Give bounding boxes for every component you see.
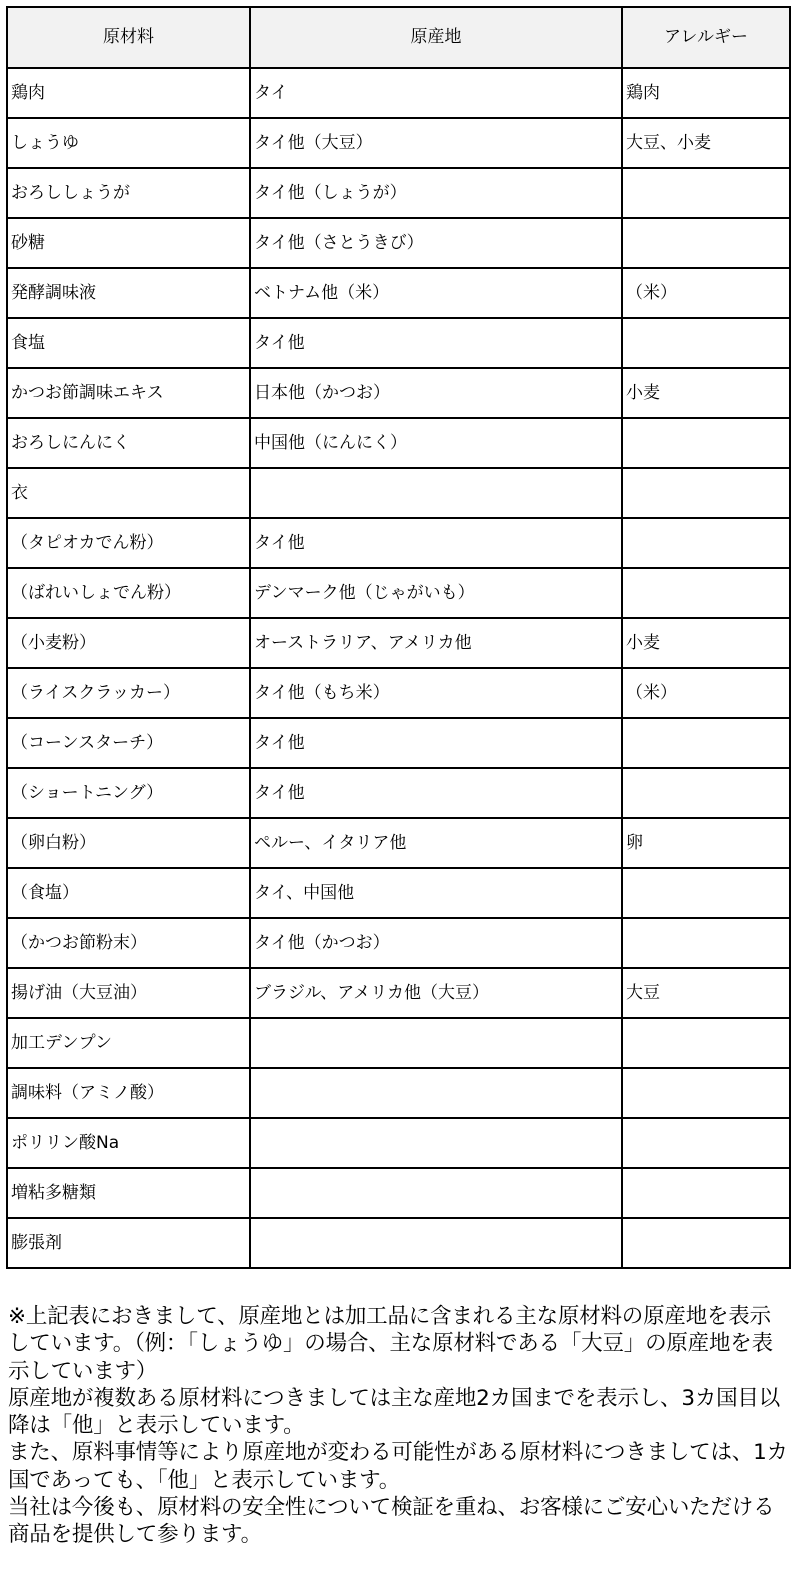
ingredient-cell: おろししょうが (7, 168, 250, 218)
allergy-cell: 鶏肉 (622, 68, 790, 118)
origin-cell: タイ他 (250, 518, 622, 568)
allergy-cell (622, 1018, 790, 1068)
table-row (7, 1118, 790, 1168)
origin-cell: オーストラリア、アメリカ他 (250, 618, 622, 668)
allergy-cell: 小麦 (622, 368, 790, 418)
table-row (7, 118, 790, 168)
allergy-cell (622, 768, 790, 818)
origin-cell: 日本他（かつお） (250, 368, 622, 418)
ingredient-cell: 揚げ油（大豆油） (7, 968, 250, 1018)
ingredient-cell: 衣 (7, 468, 250, 518)
allergy-cell (622, 868, 790, 918)
origin-cell: タイ (250, 68, 622, 118)
allergy-cell (622, 718, 790, 768)
ingredient-cell: おろしにんにく (7, 418, 250, 468)
table-header-row (7, 7, 790, 68)
table-row (7, 1218, 790, 1268)
allergy-cell: 卵 (622, 818, 790, 868)
ingredient-cell: 食塩 (7, 318, 250, 368)
ingredient-cell: （タピオカでん粉） (7, 518, 250, 568)
table-row (7, 268, 790, 318)
origin-cell: タイ他（さとうきび） (250, 218, 622, 268)
origin-cell: タイ他 (250, 318, 622, 368)
allergy-cell: （米） (622, 268, 790, 318)
allergy-cell (622, 1168, 790, 1218)
table-row (7, 218, 790, 268)
allergy-cell: 小麦 (622, 618, 790, 668)
ingredient-cell: 膨張剤 (7, 1218, 250, 1268)
table-row (7, 868, 790, 918)
allergy-cell (622, 218, 790, 268)
allergy-cell: （米） (622, 668, 790, 718)
origin-cell (250, 1168, 622, 1218)
allergy-cell (622, 168, 790, 218)
origin-cell: タイ、中国他 (250, 868, 622, 918)
origin-cell: ブラジル、アメリカ他（大豆） (250, 968, 622, 1018)
allergy-cell (622, 1068, 790, 1118)
origin-cell: 中国他（にんにく） (250, 418, 622, 468)
ingredient-cell: 砂糖 (7, 218, 250, 268)
allergy-cell: 大豆 (622, 968, 790, 1018)
table-row (7, 1018, 790, 1068)
table-row (7, 918, 790, 968)
origin-cell: ペルー、イタリア他 (250, 818, 622, 868)
ingredient-cell: （食塩） (7, 868, 250, 918)
ingredient-cell: 増粘多糖類 (7, 1168, 250, 1218)
allergy-cell (622, 568, 790, 618)
allergy-cell (622, 418, 790, 468)
origin-cell: タイ他（もち米） (250, 668, 622, 718)
ingredient-cell: 調味料（アミノ酸） (7, 1068, 250, 1118)
ingredient-cell: かつお節調味エキス (7, 368, 250, 418)
ingredient-cell: 加工デンプン (7, 1018, 250, 1068)
origin-cell: タイ他（大豆） (250, 118, 622, 168)
ingredient-cell: 発酵調味液 (7, 268, 250, 318)
ingredient-cell: （かつお節粉末） (7, 918, 250, 968)
table-row (7, 768, 790, 818)
origin-cell (250, 1218, 622, 1268)
table-row (7, 1068, 790, 1118)
allergy-cell (622, 918, 790, 968)
note-paragraph: ※上記表におきまして、原産地とは加工品に含まれる主な原材料の原産地を表示しています。（例：「しょうゆ」の場合、主な原材料である「大豆」の原産地を表示しています） (8, 1304, 773, 1384)
ingredient-cell: （卵白粉） (7, 818, 250, 868)
header-origin: 原産地 (250, 7, 622, 68)
table-row (7, 68, 790, 118)
origin-cell (250, 1018, 622, 1068)
notes-section (8, 1303, 792, 1549)
table-row (7, 318, 790, 368)
table-row (7, 468, 790, 518)
table-row (7, 618, 790, 668)
header-allergy: アレルギー (622, 7, 790, 68)
allergy-cell (622, 1218, 790, 1268)
origin-cell: タイ他（しょうが） (250, 168, 622, 218)
origin-cell (250, 468, 622, 518)
allergy-cell (622, 1118, 790, 1168)
table-row (7, 368, 790, 418)
origin-cell: タイ他 (250, 718, 622, 768)
ingredient-cell: （小麦粉） (7, 618, 250, 668)
origin-cell: タイ他（かつお） (250, 918, 622, 968)
table-row (7, 418, 790, 468)
note-paragraph: 当社は今後も、原材料の安全性について検証を重ね、お客様にご安心いただける商品を提供して参ります。 (8, 1495, 775, 1548)
allergy-cell (622, 518, 790, 568)
table-row (7, 968, 790, 1018)
allergy-cell (622, 468, 790, 518)
ingredient-cell: （ライスクラッカー） (7, 668, 250, 718)
ingredient-cell: しょうゆ (7, 118, 250, 168)
origin-cell: ベトナム他（米） (250, 268, 622, 318)
ingredient-cell: （コーンスターチ） (7, 718, 250, 768)
origin-cell (250, 1068, 622, 1118)
note-paragraph: また、原料事情等により原産地が変わる可能性がある原材料につきましては、1カ国であっても、「他」と表示しています。 (8, 1440, 788, 1493)
table-row (7, 668, 790, 718)
allergy-cell: 大豆、小麦 (622, 118, 790, 168)
table-row (7, 518, 790, 568)
table-row (7, 568, 790, 618)
header-ingredient: 原材料 (7, 7, 250, 68)
note-paragraph: 原産地が複数ある原材料につきましては主な産地2カ国までを表示し、3カ国目以降は「他」と表示しています。 (8, 1385, 781, 1439)
ingredient-cell: （ばれいしょでん粉） (7, 568, 250, 618)
ingredient-cell: （ショートニング） (7, 768, 250, 818)
table-row (7, 168, 790, 218)
origin-cell (250, 1118, 622, 1168)
allergy-cell (622, 318, 790, 368)
table-body (7, 68, 790, 1268)
table-row (7, 718, 790, 768)
ingredient-cell: ポリリン酸Na (7, 1118, 250, 1168)
ingredient-origin-table (6, 6, 791, 1269)
origin-cell: タイ他 (250, 768, 622, 818)
table-row (7, 818, 790, 868)
table-row (7, 1168, 790, 1218)
ingredient-cell: 鶏肉 (7, 68, 250, 118)
origin-cell: デンマーク他（じゃがいも） (250, 568, 622, 618)
